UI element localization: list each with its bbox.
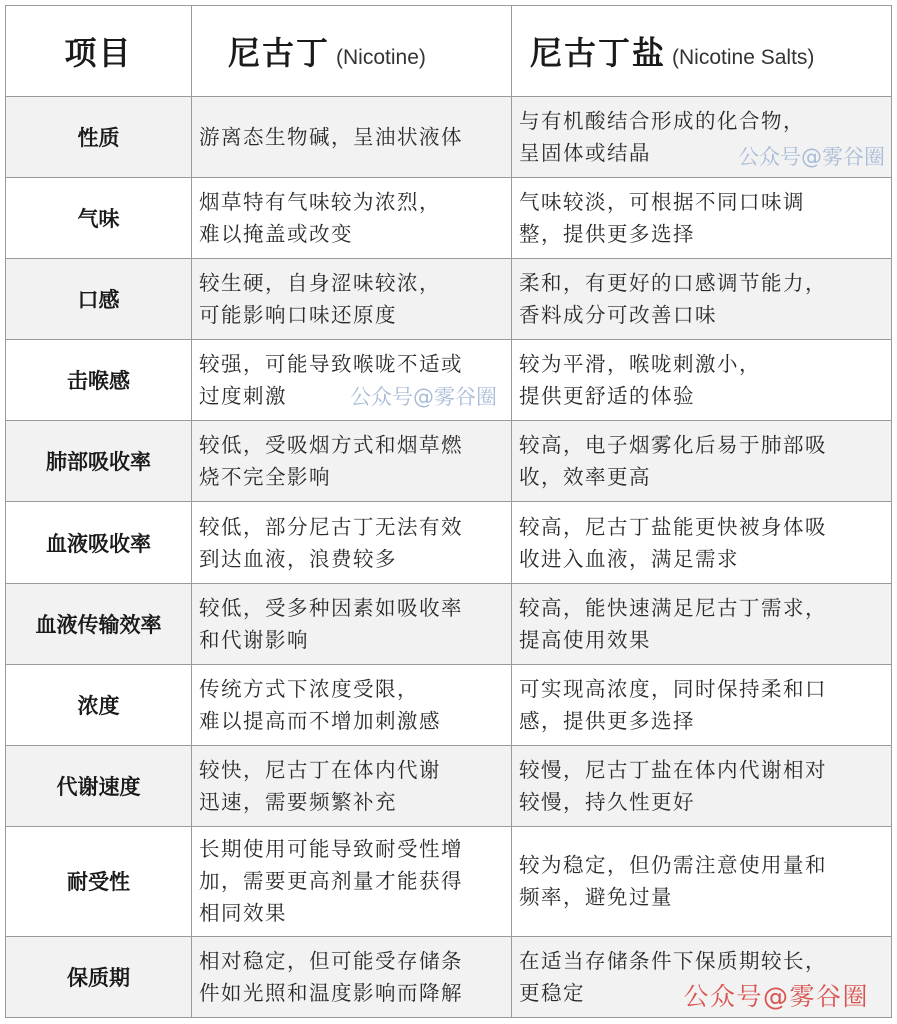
table-row	[6, 178, 892, 259]
cell-line: 与有机酸结合形成的化合物，	[519, 109, 805, 134]
cell-line: 件如光照和温度影响而降解	[199, 980, 463, 1005]
cell-line: 相同效果	[199, 901, 287, 926]
watermark-text: 公众号@雾谷圈	[350, 385, 497, 410]
row-label: 击喉感	[6, 340, 192, 421]
cell-line: 提高使用效果	[519, 627, 651, 652]
table-body	[6, 6, 892, 1018]
cell-line: 频率，避免过量	[519, 885, 673, 910]
table-row	[6, 340, 892, 421]
cell-line: 较高，能快速满足尼古丁需求，	[519, 595, 827, 620]
table-row	[6, 664, 892, 745]
cell-line: 收进入血液，满足需求	[519, 546, 739, 571]
header-nicotine-salts	[512, 6, 892, 97]
cell-line: 较低，受多种因素如吸收率	[199, 595, 463, 620]
row-label: 肺部吸收率	[6, 421, 192, 502]
nicotine-salts-cell	[512, 259, 892, 340]
nicotine-cell	[192, 340, 512, 421]
comparison-table-wrapper	[5, 5, 891, 1018]
row-label: 性质	[6, 97, 192, 178]
nicotine-cell	[192, 826, 512, 936]
header-nicotine-salts-sub: (Nicotine Salts)	[672, 46, 815, 70]
header-nicotine	[192, 6, 512, 97]
cell-line: 较强，可能导致喉咙不适或	[199, 352, 463, 377]
nicotine-cell	[192, 421, 512, 502]
header-nicotine-title: 尼古丁	[228, 34, 331, 73]
row-label: 耐受性	[6, 826, 192, 936]
nicotine-cell	[192, 664, 512, 745]
cell-line: 难以提高而不增加刺激感	[199, 708, 441, 733]
nicotine-cell	[192, 502, 512, 583]
nicotine-salts-cell	[512, 583, 892, 664]
nicotine-salts-cell	[512, 664, 892, 745]
header-item: 项目	[6, 6, 192, 97]
cell-line: 较慢，持久性更好	[519, 789, 695, 814]
cell-line: 较快，尼古丁在体内代谢	[199, 757, 441, 782]
row-label: 代谢速度	[6, 745, 192, 826]
row-label: 气味	[6, 178, 192, 259]
table-row	[6, 502, 892, 583]
nicotine-cell	[192, 97, 512, 178]
cell-line: 气味较淡，可根据不同口味调	[519, 190, 805, 215]
table-row	[6, 745, 892, 826]
nicotine-salts-cell	[512, 97, 892, 178]
nicotine-salts-cell	[512, 745, 892, 826]
nicotine-cell	[192, 259, 512, 340]
table-row	[6, 936, 892, 1017]
cell-line: 相对稳定，但可能受存储条	[199, 948, 463, 973]
header-nicotine-salts-title: 尼古丁盐	[530, 34, 667, 73]
cell-line: 迅速，需要频繁补充	[199, 789, 397, 814]
cell-line: 提供更舒适的体验	[519, 384, 695, 409]
cell-line: 和代谢影响	[199, 627, 309, 652]
cell-line: 收，效率更高	[519, 465, 651, 490]
table-row	[6, 97, 892, 178]
cell-line: 较慢，尼古丁盐在体内代谢相对	[519, 757, 827, 782]
cell-line: 烟草特有气味较为浓烈，	[199, 190, 441, 215]
table-header-row	[6, 6, 892, 97]
cell-line: 感，提供更多选择	[519, 708, 695, 733]
table-row	[6, 583, 892, 664]
cell-line: 较为稳定，但仍需注意使用量和	[519, 853, 827, 878]
row-label: 血液吸收率	[6, 502, 192, 583]
cell-line: 长期使用可能导致耐受性增	[199, 837, 463, 862]
watermark-text: 公众号@雾谷圈	[683, 982, 869, 1011]
cell-line: 较高，尼古丁盐能更快被身体吸	[519, 514, 827, 539]
table-row	[6, 421, 892, 502]
cell-line: 难以掩盖或改变	[199, 222, 353, 247]
cell-line: 较高，电子烟雾化后易于肺部吸	[519, 433, 827, 458]
row-label: 浓度	[6, 664, 192, 745]
cell-line: 整，提供更多选择	[519, 222, 695, 247]
cell-line: 传统方式下浓度受限，	[199, 676, 419, 701]
table-row	[6, 259, 892, 340]
comparison-table	[5, 5, 892, 1018]
cell-line: 可能影响口味还原度	[199, 303, 397, 328]
nicotine-salts-cell	[512, 502, 892, 583]
cell-line: 柔和，有更好的口感调节能力，	[519, 271, 827, 296]
nicotine-salts-cell	[512, 178, 892, 259]
cell-line: 较生硬，自身涩味较浓，	[199, 271, 441, 296]
cell-line: 加，需要更高剂量才能获得	[199, 869, 463, 894]
nicotine-salts-cell	[512, 936, 892, 1017]
cell-line: 过度刺激	[199, 384, 287, 409]
header-nicotine-sub: (Nicotine)	[336, 46, 426, 70]
row-label: 血液传输效率	[6, 583, 192, 664]
cell-line: 烧不完全影响	[199, 465, 331, 490]
table-row	[6, 826, 892, 936]
cell-line: 在适当存储条件下保质期较长，	[519, 948, 827, 973]
nicotine-salts-cell	[512, 421, 892, 502]
row-label: 口感	[6, 259, 192, 340]
nicotine-salts-cell	[512, 826, 892, 936]
watermark-text: 公众号@雾谷圈	[738, 145, 885, 170]
nicotine-salts-cell	[512, 340, 892, 421]
cell-line: 游离态生物碱，呈油状液体	[199, 125, 463, 150]
cell-line: 呈固体或结晶	[519, 141, 651, 166]
cell-line: 较为平滑，喉咙刺激小，	[519, 352, 761, 377]
cell-line: 到达血液，浪费较多	[199, 546, 397, 571]
cell-line: 香料成分可改善口味	[519, 303, 717, 328]
nicotine-cell	[192, 936, 512, 1017]
nicotine-cell	[192, 178, 512, 259]
cell-line: 更稳定	[519, 980, 585, 1005]
cell-line: 较低，部分尼古丁无法有效	[199, 514, 463, 539]
nicotine-cell	[192, 745, 512, 826]
cell-line: 较低，受吸烟方式和烟草燃	[199, 433, 463, 458]
row-label: 保质期	[6, 936, 192, 1017]
cell-line: 可实现高浓度，同时保持柔和口	[519, 676, 827, 701]
nicotine-cell	[192, 583, 512, 664]
